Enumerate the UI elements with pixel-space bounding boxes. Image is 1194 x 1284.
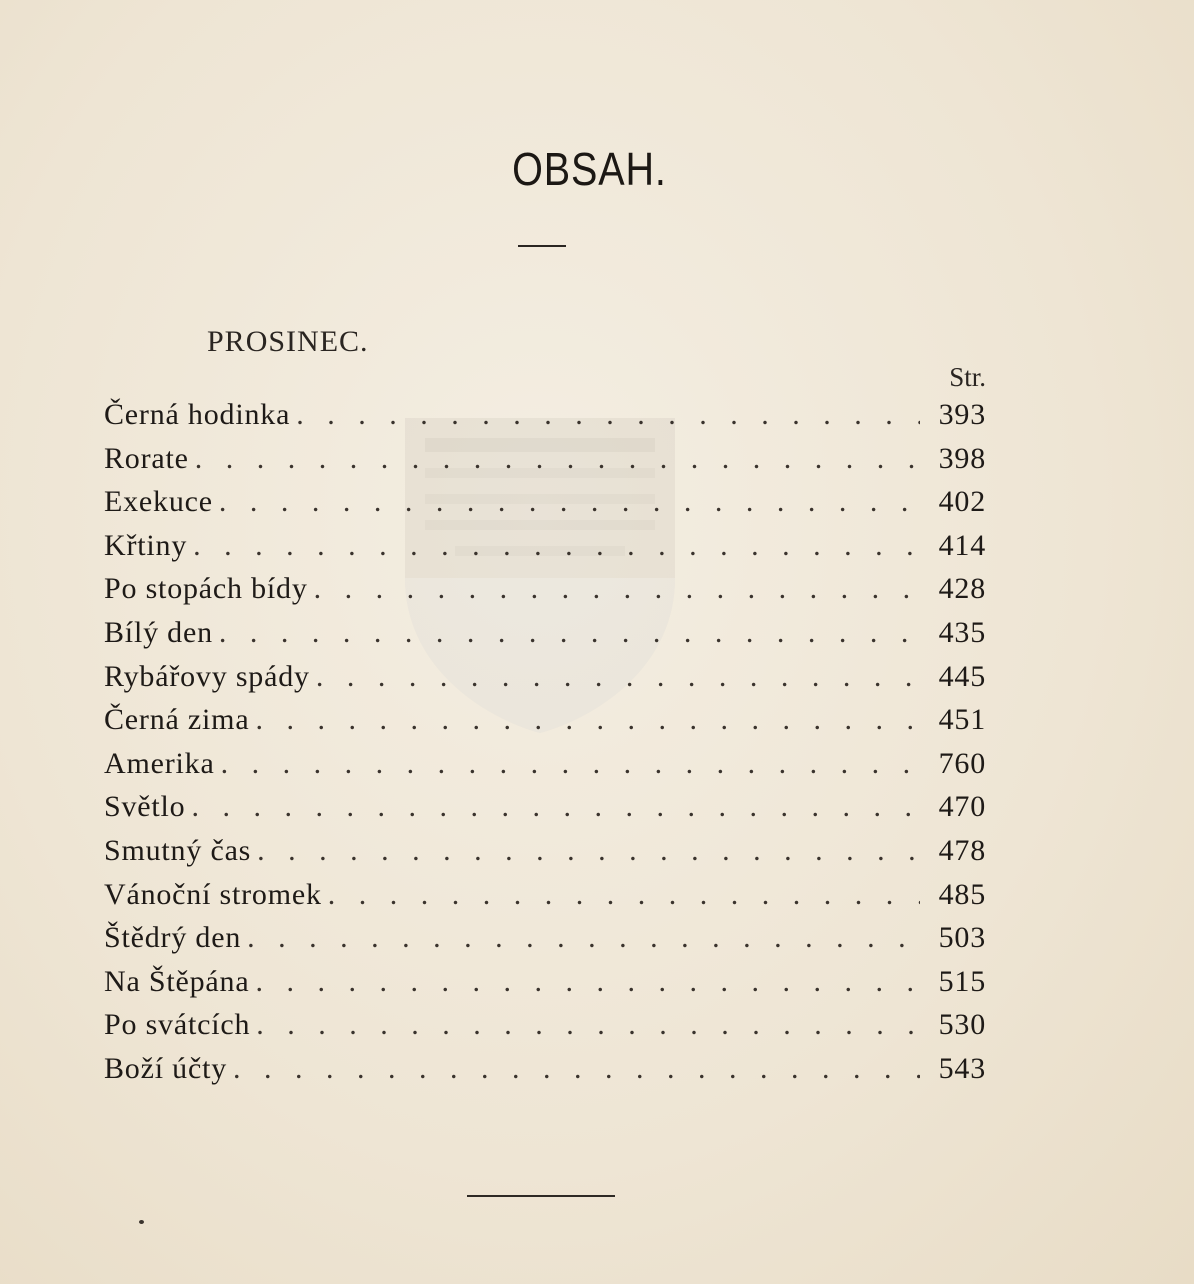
toc-entry[interactable] — [104, 703, 986, 747]
toc-entry-page: 445 — [938, 659, 986, 693]
toc-entry[interactable] — [104, 747, 986, 791]
toc-entry-title: Po stopách bídy — [104, 572, 308, 606]
toc-entry-page: 393 — [938, 398, 986, 431]
toc-leader-dots — [257, 834, 920, 868]
toc-entry-page: 451 — [938, 703, 986, 737]
toc-entry[interactable] — [104, 529, 986, 573]
toc-entry-title: Vánoční stromek — [104, 877, 322, 911]
toc-entry-page: 760 — [938, 746, 986, 780]
toc-leader-dots — [219, 616, 920, 650]
toc-leader-dots — [316, 660, 920, 694]
toc-entry[interactable] — [104, 965, 986, 1009]
toc-entry-page: 503 — [938, 921, 986, 955]
toc-leader-dots — [256, 1008, 920, 1042]
toc-leader-dots — [219, 485, 920, 519]
toc-entry-title: Smutný čas — [104, 833, 252, 867]
toc-entry-page: 435 — [938, 615, 986, 649]
toc-leader-dots — [193, 529, 920, 563]
toc-entry-page: 428 — [938, 572, 986, 606]
toc-entry-page: 470 — [938, 790, 986, 824]
toc-entry[interactable] — [104, 790, 986, 834]
ink-speck — [139, 1220, 144, 1224]
toc-entry-page: 398 — [938, 441, 986, 475]
toc-leader-dots — [191, 790, 920, 824]
toc-entry-page: 530 — [938, 1008, 986, 1042]
toc-entry-page: 478 — [938, 833, 986, 867]
toc-entry[interactable] — [104, 616, 986, 660]
toc-entry[interactable] — [104, 1008, 986, 1052]
page-title: OBSAH. — [512, 143, 667, 195]
toc-entry-page: 515 — [938, 964, 986, 998]
title-divider — [518, 245, 566, 247]
toc-entry-title: Křtiny — [104, 528, 188, 562]
section-heading: PROSINEC. — [207, 325, 369, 358]
toc-entry[interactable] — [104, 921, 986, 965]
toc-entry[interactable] — [104, 442, 986, 486]
toc-entry-title: Bílý den — [104, 615, 213, 649]
toc-entry[interactable] — [104, 1052, 986, 1096]
toc-leader-dots — [195, 442, 920, 476]
toc-leader-dots — [247, 921, 920, 955]
toc-entry-title: Exekuce — [104, 485, 213, 519]
toc-entry[interactable] — [104, 834, 986, 878]
toc-entry-title: Boží účty — [104, 1051, 228, 1085]
toc-leader-dots — [314, 572, 920, 606]
toc-entry[interactable] — [104, 878, 986, 922]
toc-entry-title: Rorate — [104, 441, 189, 475]
toc-entry[interactable] — [104, 572, 986, 616]
toc-leader-dots — [328, 878, 920, 912]
table-of-contents — [104, 398, 986, 1096]
toc-entry-title: Rybářovy spády — [104, 659, 310, 693]
toc-leader-dots — [255, 703, 920, 737]
toc-entry[interactable] — [104, 485, 986, 529]
toc-entry[interactable] — [104, 398, 986, 442]
toc-leader-dots — [296, 398, 920, 432]
toc-entry[interactable] — [104, 660, 986, 704]
toc-entry-title: Světlo — [104, 790, 186, 824]
toc-leader-dots — [233, 1052, 920, 1086]
toc-entry-page: 485 — [938, 877, 986, 911]
toc-leader-dots — [255, 965, 920, 999]
toc-entry-title: Amerika — [104, 746, 215, 780]
toc-entry-page: 414 — [938, 528, 986, 562]
toc-entry-title: Štědrý den — [104, 921, 242, 955]
closing-divider — [467, 1195, 615, 1197]
toc-entry-title: Po svátcích — [104, 1008, 251, 1042]
toc-entry-title: Na Štěpána — [104, 964, 250, 998]
toc-entry-title: Černá zima — [104, 703, 250, 737]
toc-entry-title: Černá hodinka — [104, 398, 291, 431]
page-column-label: Str. — [949, 362, 986, 392]
toc-entry-page: 402 — [938, 485, 986, 519]
toc-leader-dots — [221, 747, 920, 781]
toc-entry-page: 543 — [938, 1051, 986, 1085]
